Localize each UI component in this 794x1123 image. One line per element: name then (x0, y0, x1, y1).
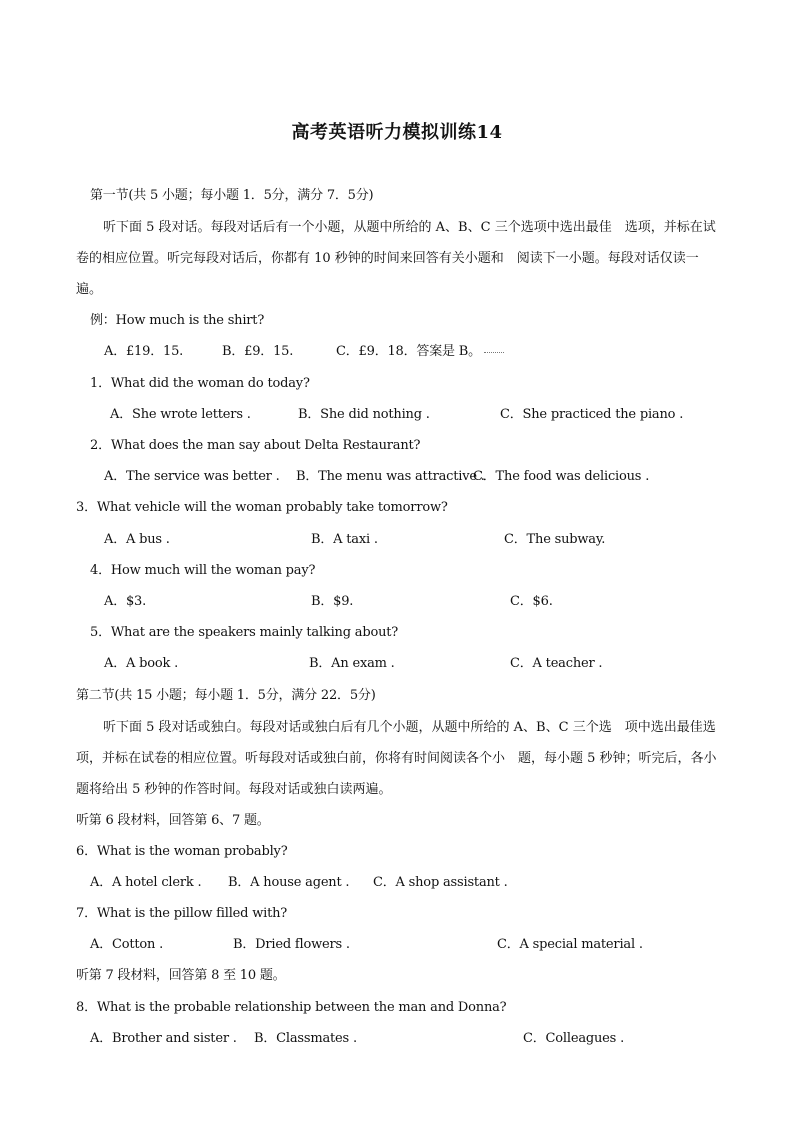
question-8: 8．What is the probable relationship between the man and Donna? (76, 1000, 507, 1015)
q1-option-b: B．She did nothing . (298, 407, 430, 422)
q5-option-b: B．An exam . (309, 656, 395, 671)
section1-heading: 第一节(共 5 小题；每小题 1．5分，满分 7．5分) (90, 188, 374, 203)
example-option-c-text: C．£9．18．答案是 B。 (336, 344, 481, 359)
question-1: 1．What did the woman do today? (90, 376, 310, 391)
question-5: 5．What are the speakers mainly talking about? (90, 625, 399, 640)
q6-option-b: B．A house agent . (228, 875, 350, 890)
q8-option-b: B．Classmates . (254, 1031, 357, 1046)
q7-option-b: B．Dried flowers . (233, 937, 350, 952)
material-6-note: 听第 6 段材料，回答第 6、7 题。 (76, 813, 270, 828)
q2-option-a: A．The service was better . (104, 469, 280, 484)
example-option-a: A．£19．15. (104, 344, 184, 359)
section2-instructions: 听下面 5 段对话或独白。每段对话或独白后有几个小题，从题中所给的 A、B、C 三个选 项中选出最佳选项，并标在试卷的相应位置。听每段对话或独白前，你将有时间阅读各个小 题，每小题 5 秒钟；听完后，各小题将给出 5 秒钟的作答时间。每段对话或独白读两遍。 (76, 720, 717, 797)
q3-option-b: B．A taxi . (311, 532, 378, 547)
q5-option-a: A．A book . (104, 656, 179, 671)
q8-option-c: C．Colleagues . (523, 1031, 625, 1046)
q7-option-a: A．Cotton . (90, 937, 164, 952)
example-question: 例：How much is the shirt? (90, 313, 265, 328)
q4-option-a: A．$3. (104, 594, 147, 609)
q7-option-c: C．A special material . (497, 937, 643, 952)
example-option-b: B．£9．15. (222, 344, 294, 359)
question-7: 7．What is the pillow filled with? (76, 906, 288, 921)
q6-option-a: A．A hotel clerk . (90, 875, 202, 890)
q8-option-a: A．Brother and sister . (90, 1031, 237, 1046)
section1-instructions: 听下面 5 段对话。每段对话后有一个小题，从题中所给的 A、B、C 三个选项中选出最佳 选项，并标在试卷的相应位置。听完每段对话后，你都有 10 秒钟的时间来回答有关小题和 阅读下一小题。每段对话仅读一遍。 (76, 220, 716, 297)
q1-option-a: A．She wrote letters . (110, 407, 251, 422)
page-title: 高考英语听力模拟训练14 (291, 122, 503, 143)
dotted-mark (484, 350, 504, 353)
q3-option-c: C．The subway. (504, 532, 606, 547)
question-4: 4．How much will the woman pay? (90, 563, 316, 578)
question-2: 2．What does the man say about Delta Restaurant? (90, 438, 421, 453)
q4-option-c: C．$6. (510, 594, 553, 609)
example-option-c (336, 344, 504, 360)
q4-option-b: B．$9. (311, 594, 354, 609)
question-6: 6．What is the woman probably? (76, 844, 288, 859)
q2-option-c: C．The food was delicious . (473, 469, 650, 484)
q5-option-c: C．A teacher . (510, 656, 603, 671)
section2-heading: 第二节(共 15 小题；每小题 1．5分，满分 22．5分) (76, 688, 376, 703)
q1-option-c: C．She practiced the piano . (500, 407, 684, 422)
q3-option-a: A．A bus . (104, 532, 170, 547)
q6-option-c: C．A shop assistant . (373, 875, 508, 890)
material-7-note: 听第 7 段材料，回答第 8 至 10 题。 (76, 968, 286, 983)
question-3: 3．What vehicle will the woman probably take tomorrow? (76, 500, 448, 515)
q2-option-b: B．The menu was attractive . (296, 469, 485, 484)
